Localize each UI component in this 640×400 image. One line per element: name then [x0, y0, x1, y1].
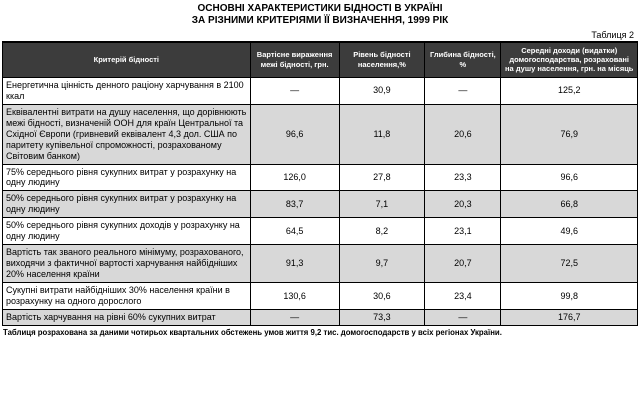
value-cell: 126,0	[250, 164, 339, 191]
page-title-line2: ЗА РІЗНИМИ КРИТЕРІЯМИ ЇЇ ВИЗНАЧЕННЯ, 1999 РІК	[191, 14, 449, 26]
value-cell: 96,6	[501, 164, 638, 191]
criterion-cell: Сукупні витрати найбідніших 30% населення країни в розрахунку на одного дорослого	[3, 283, 251, 310]
value-cell: 20,6	[425, 104, 501, 164]
value-cell: —	[425, 310, 501, 326]
value-cell: 8,2	[339, 218, 425, 245]
value-cell: 91,3	[250, 245, 339, 283]
column-header-poverty-depth: Глибина бідності, %	[425, 42, 501, 78]
criterion-cell: Вартість так званого реального мінімуму, розрахованого, виходячи з фактичної вартості харчування найбідніших 20% населення країни	[3, 245, 251, 283]
criterion-cell: Енергетична цінність денного раціону харчування в 2100 ккал	[3, 77, 251, 104]
page-title	[2, 3, 638, 27]
value-cell: 20,3	[425, 191, 501, 218]
criterion-cell: 75% середнього рівня сукупних витрат у розрахунку на одну людину	[3, 164, 251, 191]
value-cell: 49,6	[501, 218, 638, 245]
value-cell: 72,5	[501, 245, 638, 283]
criterion-cell: 50% середнього рівня сукупних витрат у розрахунку на одну людину	[3, 191, 251, 218]
value-cell: —	[425, 77, 501, 104]
value-cell: 30,9	[339, 77, 425, 104]
table-row	[3, 191, 638, 218]
value-cell: 11,8	[339, 104, 425, 164]
table-footnote: Таблиця розрахована за даними чотирьох квартальних обстежень умов життя 9,2 тис. домогосподарств у всіх регіонах України.	[3, 328, 502, 338]
value-cell: 23,3	[425, 164, 501, 191]
value-cell: 23,1	[425, 218, 501, 245]
table-row	[3, 104, 638, 164]
table-header-row	[3, 42, 638, 78]
value-cell: 176,7	[501, 310, 638, 326]
table-row	[3, 245, 638, 283]
value-cell: 27,8	[339, 164, 425, 191]
table-row	[3, 218, 638, 245]
value-cell: —	[250, 310, 339, 326]
value-cell: 99,8	[501, 283, 638, 310]
value-cell: 76,9	[501, 104, 638, 164]
value-cell: 64,5	[250, 218, 339, 245]
value-cell: —	[250, 77, 339, 104]
value-cell: 73,3	[339, 310, 425, 326]
value-cell: 20,7	[425, 245, 501, 283]
page-title-line1: ОСНОВНІ ХАРАКТЕРИСТИКИ БІДНОСТІ В УКРАЇНІ	[197, 3, 443, 14]
value-cell: 30,6	[339, 283, 425, 310]
criterion-cell: Вартість харчування на рівні 60% сукупних витрат	[3, 310, 251, 326]
column-header-poverty-line-value: Вартісне вираження межі бідності, грн.	[250, 42, 339, 78]
column-header-average-income: Середні доходи (видатки) домогосподарства, розраховані на душу населення, грн. на місяць	[501, 42, 638, 78]
table-label: Таблиця 2	[591, 29, 634, 40]
value-cell: 130,6	[250, 283, 339, 310]
criterion-cell: Еквівалентні витрати на душу населення, що дорівнюють межі бідності, визначеній ООН для країн Центральної та Східної Європи (гривневий еквівалент 4,3 дол. США по паритету купівельної спроможності, розрахованому Світовим банком)	[3, 104, 251, 164]
criterion-cell: 50% середнього рівня сукупних доходів у розрахунку на одну людину	[3, 218, 251, 245]
table-row	[3, 283, 638, 310]
table-row	[3, 77, 638, 104]
column-header-poverty-level: Рівень бідності населення,%	[339, 42, 425, 78]
table-row	[3, 310, 638, 326]
value-cell: 7,1	[339, 191, 425, 218]
table-row	[3, 164, 638, 191]
value-cell: 23,4	[425, 283, 501, 310]
value-cell: 96,6	[250, 104, 339, 164]
table-body	[3, 77, 638, 325]
poverty-table	[2, 41, 638, 327]
value-cell: 125,2	[501, 77, 638, 104]
value-cell: 9,7	[339, 245, 425, 283]
value-cell: 83,7	[250, 191, 339, 218]
value-cell: 66,8	[501, 191, 638, 218]
column-header-criterion: Критерій бідності	[3, 42, 251, 78]
